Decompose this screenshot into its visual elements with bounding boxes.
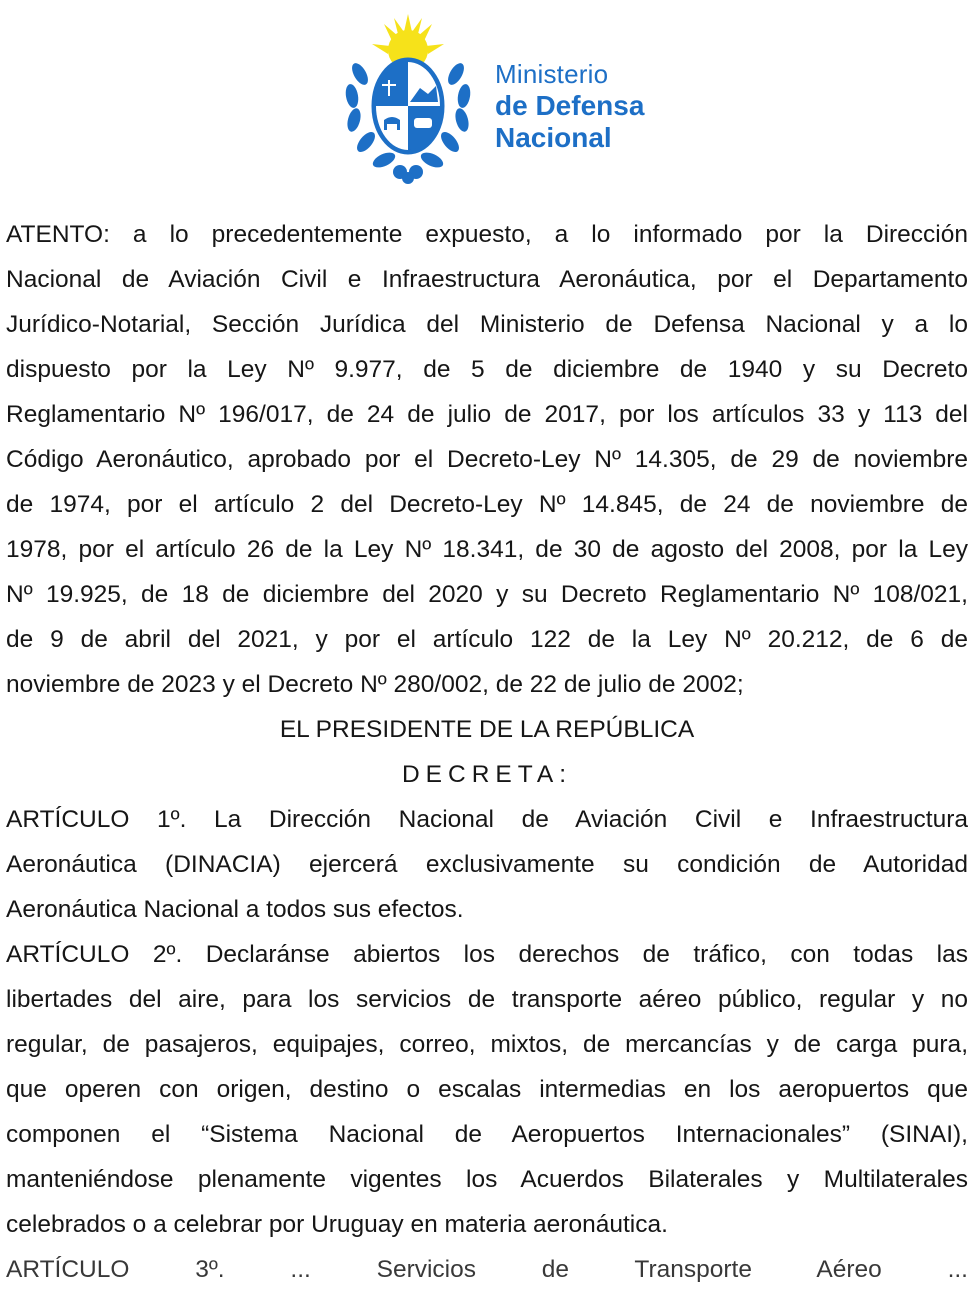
text-line: 1978, por el artículo 26 de la Ley Nº 18.341, de 30 de agosto del 2008, por la Ley (6, 536, 968, 563)
articulo-2 (6, 932, 968, 1247)
text-line: de 1974, por el artículo 2 del Decreto-Ley Nº 14.845, de 24 de noviembre de (6, 491, 968, 518)
text-line: Nacional de Aviación Civil e Infraestructura Aeronáutica, por el Departamento (6, 266, 968, 293)
heading-decreta: DECRETA: (401, 761, 573, 788)
ministry-brand (495, 58, 644, 154)
document-header (0, 0, 980, 200)
text-line: ATENTO: a lo precedentemente expuesto, a lo informado por la Dirección (6, 221, 968, 248)
text-line: Jurídico-Notarial, Sección Jurídica del Ministerio de Defensa Nacional y a lo (6, 311, 968, 338)
text-line: regular, de pasajeros, equipajes, correo, mixtos, de mercancías y de carga pura, (6, 1031, 968, 1058)
text-line: componen el “Sistema Nacional de Aeropuertos Internacionales” (SINAI), (6, 1121, 968, 1148)
text-line: Aeronáutica Nacional a todos sus efectos. (6, 896, 464, 923)
brand-line-nacional: Nacional (495, 122, 612, 153)
text-line: Nº 19.925, de 18 de diciembre del 2020 y su Decreto Reglamentario Nº 108/021, (6, 581, 968, 608)
text-line: ARTÍCULO 2º. Declaránse abiertos los derechos de tráfico, con todas las (6, 941, 968, 968)
articulo-1 (6, 797, 968, 932)
text-line: Aeronáutica (DINACIA) ejercerá exclusivamente su condición de Autoridad (6, 851, 968, 878)
text-line: que operen con origen, destino o escalas intermedias en los aeropuertos que (6, 1076, 968, 1103)
atento-paragraph (6, 212, 968, 707)
decree-body (6, 212, 968, 1283)
articulo-3-partial: ARTÍCULO 3º. ... Servicios de Transporte Aéreo ... (6, 1256, 968, 1283)
text-line: Código Aeronáutico, aprobado por el Decreto-Ley Nº 14.305, de 29 de noviembre (6, 446, 968, 473)
brand-line-ministerio: Ministerio (495, 59, 609, 89)
text-line: de 9 de abril del 2021, y por el artículo 122 de la Ley Nº 20.212, de 6 de (6, 626, 968, 653)
text-line: noviembre de 2023 y el Decreto Nº 280/002, de 22 de julio de 2002; (6, 671, 744, 698)
text-line: dispuesto por la Ley Nº 9.977, de 5 de diciembre de 1940 y su Decreto (6, 356, 968, 383)
text-line: manteniéndose plenamente vigentes los Acuerdos Bilaterales y Multilaterales (6, 1166, 968, 1193)
uruguay-coat-of-arms-icon (338, 14, 478, 186)
text-line: ARTÍCULO 1º. La Dirección Nacional de Aviación Civil e Infraestructura (6, 806, 968, 833)
text-line: libertades del aire, para los servicios de transporte aéreo público, regular y no (6, 986, 968, 1013)
text-line: celebrados o a celebrar por Uruguay en materia aeronáutica. (6, 1211, 668, 1238)
heading-president: EL PRESIDENTE DE LA REPÚBLICA (279, 716, 695, 743)
brand-line-de-defensa: de Defensa (495, 90, 645, 121)
text-line: Reglamentario Nº 196/017, de 24 de julio de 2017, por los artículos 33 y 113 del (6, 401, 968, 428)
